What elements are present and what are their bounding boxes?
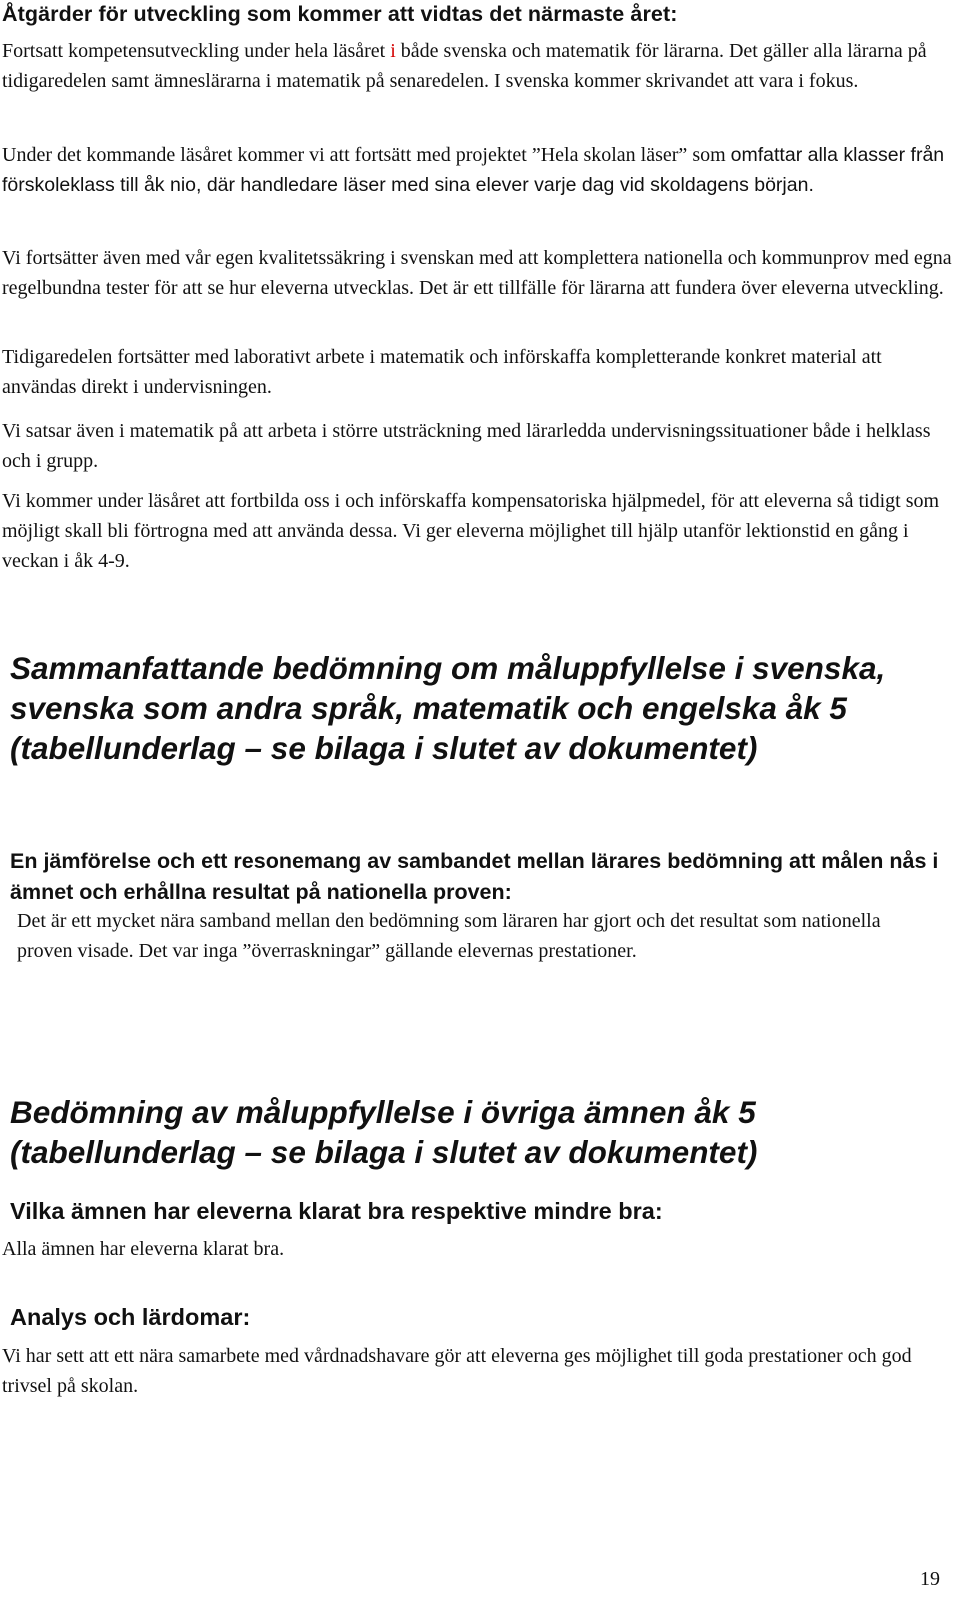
highlighted-word: i [390, 40, 396, 62]
section-heading-other-subjects: Bedömning av måluppfyllelse i övriga ämnen åk 5 (tabellunderlag – se bilaga i slutet av dokumentet) [10, 1094, 758, 1170]
subheading-subjects: Vilka ämnen har eleverna klarat bra respektive mindre bra: [10, 1198, 663, 1224]
paragraph-compensatory-aids: Vi kommer under läsåret att fortbilda oss i och införskaffa kompensatoriska hjälpmedel, för att eleverna så tidigt som möjligt skall bli förtrogna med att använda dessa. Vi ger eleverna möjlighet till hjälp utanför lektionstid en gång i veckan i åk 4-9. [2, 490, 940, 572]
subheading-comparison: En jämförelse och ett resonemang av sambandet mellan lärares bedömning att målen nås i ämnet och erhållna resultat på nationella proven: [10, 849, 939, 904]
paragraph-quality-assurance: Vi fortsätter även med vår egen kvalitetssäkring i svenskan med att komplettera nationella och kommunprov med egna regelbundna tester för att se hur eleverna utvecklas. Det är ett tillfälle för lärarna att fundera över eleverna utveckling. [2, 247, 952, 299]
paragraph-teacher-led: Vi satsar även i matematik på att arbeta i större utsträckning med lärarledda undervisningssituationer både i helklass och i grupp. [2, 420, 931, 472]
paragraph-comparison-result: Det är ett mycket nära samband mellan den bedömning som läraren har gjort och det resultat som nationella proven visade. Det var inga ”överraskningar” gällande elevernas prestationer. [17, 910, 881, 962]
paragraph-subjects-result: Alla ämnen har eleverna klarat bra. [2, 1238, 285, 1260]
subheading-analysis: Analys och lärdomar: [10, 1304, 251, 1330]
paragraph-competence: Fortsatt kompetensutveckling under hela läsåret i både svenska och matematik för lärarna. Det gäller alla lärarna på tidigaredelen samt ämneslärarna i matematik på senaredelen. I svenska kommer skrivandet att vara i fokus. [2, 40, 927, 92]
page-number: 19 [920, 1568, 940, 1590]
section-heading-summary: Sammanfattande bedömning om måluppfyllelse i svenska, svenska som andra språk, matematik och engelska åk 5 (tabellunderlag – se bilaga i slutet av dokumentet) [10, 650, 886, 766]
paragraph-reading-project: Under det kommande läsåret kommer vi att fortsätt med projektet ”Hela skolan läser” som omfattar alla klasser från förskoleklass till åk nio, där handledare läser med sina elever varje dag vid skoldagens början. [2, 144, 945, 196]
paragraph-analysis: Vi har sett att ett nära samarbete med vårdnadshavare gör att eleverna ges möjlighet till goda prestationer och god trivsel på skolan. [2, 1345, 912, 1397]
section-heading-actions: Åtgärder för utveckling som kommer att vidtas det närmaste året: [2, 2, 678, 26]
paragraph-lab-math: Tidigaredelen fortsätter med laborativt arbete i matematik och införskaffa kompletterande konkret material att användas direkt i undervisningen. [2, 346, 882, 398]
